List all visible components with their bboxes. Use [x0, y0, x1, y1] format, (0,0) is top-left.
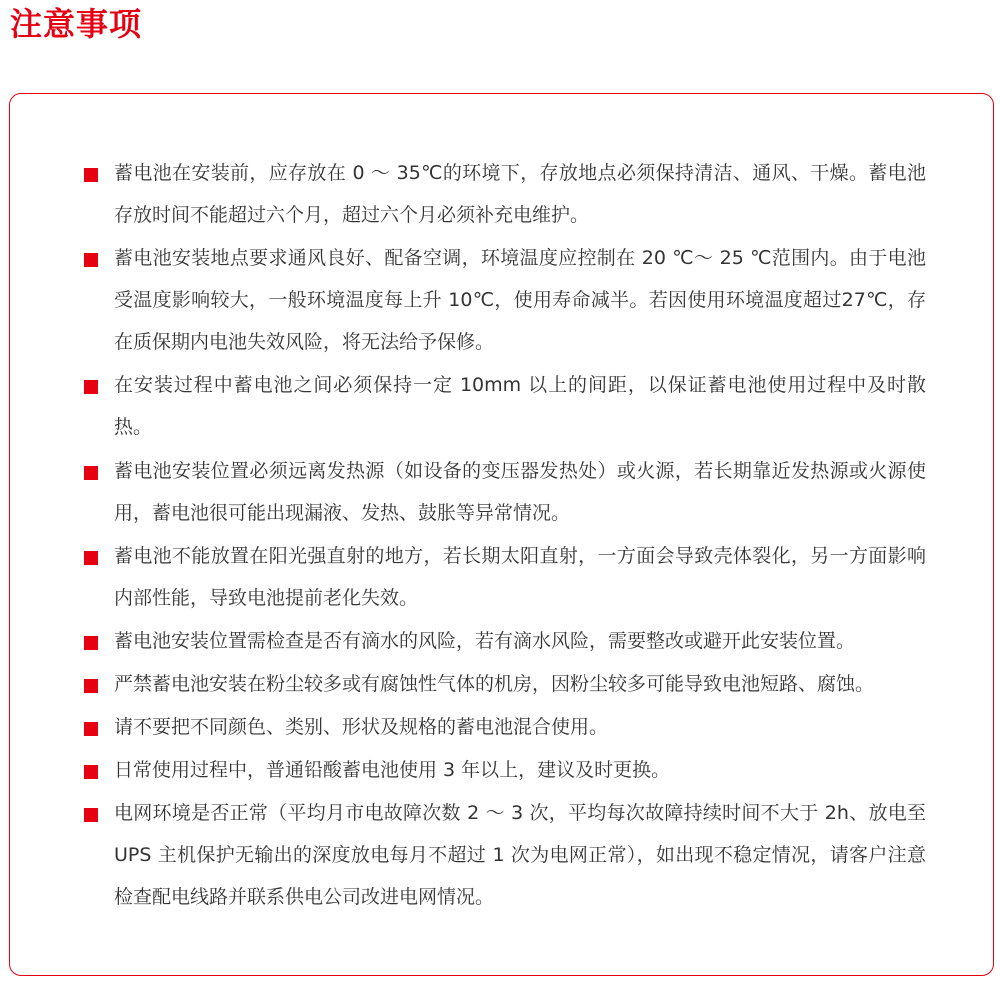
notice-text: 蓄电池安装位置必须远离发热源（如设备的变压器发热处）或火源，若长期靠近发热源或火源使用，蓄电池很可能出现漏液、发热、鼓胀等异常情况。: [114, 460, 926, 524]
notice-item: [10, 364, 930, 438]
square-bullet-icon: [84, 380, 98, 394]
square-bullet-icon: [84, 679, 98, 693]
notice-text: 蓄电池安装位置需检查是否有滴水的风险，若有滴水风险，需要整改或避开此安装位置。: [114, 630, 856, 652]
notice-text: 蓄电池在安装前，应存放在 0 ～ 35℃的环境下，存放地点必须保持清洁、通风、干燥。蓄电池存放时间不能超过六个月，超过六个月必须补充电维护。: [114, 162, 926, 226]
square-bullet-icon: [84, 466, 98, 480]
notice-text: 蓄电池安装地点要求通风良好、配备空调，环境温度应控制在 20 ℃～ 25 ℃范围内。由于电池受温度影响较大，一般环境温度每上升 10℃，使用寿命减半。若因使用环境温度超过27℃，存在质保期内电池失效风险，将无法给予保修。: [114, 247, 926, 353]
square-bullet-icon: [84, 551, 98, 565]
page-title: 注意事项: [10, 5, 143, 43]
square-bullet-icon: [84, 168, 98, 182]
notice-text: 请不要把不同颜色、类别、形状及规格的蓄电池混合使用。: [114, 716, 609, 738]
notice-item: [10, 535, 930, 609]
square-bullet-icon: [84, 765, 98, 779]
notice-box: [9, 93, 994, 976]
notice-item: [10, 450, 930, 524]
square-bullet-icon: [84, 253, 98, 267]
notice-text: 电网环境是否正常（平均月市电故障次数 2 ～ 3 次，平均每次故障持续时间不大于 2h、放电至 UPS 主机保护无输出的深度放电每月不超过 1 次为电网正常），如出现不稳定情况，请客户注意检查配电线路并联系供电公司改进电网情况。: [114, 802, 926, 908]
square-bullet-icon: [84, 722, 98, 736]
square-bullet-icon: [84, 636, 98, 650]
notice-text: 严禁蓄电池安装在粉尘较多或有腐蚀性气体的机房，因粉尘较多可能导致电池短路、腐蚀。: [114, 673, 875, 695]
notice-item: [10, 237, 930, 353]
notice-item: [10, 152, 930, 226]
notice-item: [10, 792, 930, 908]
notice-text: 蓄电池不能放置在阳光强直射的地方，若长期太阳直射，一方面会导致壳体裂化，另一方面影响内部性能，导致电池提前老化失效。: [114, 545, 926, 609]
square-bullet-icon: [84, 808, 98, 822]
notice-text: 日常使用过程中，普通铅酸蓄电池使用 3 年以上，建议及时更换。: [114, 759, 671, 781]
notice-text: 在安装过程中蓄电池之间必须保持一定 10mm 以上的间距，以保证蓄电池使用过程中及时散热。: [114, 374, 926, 438]
